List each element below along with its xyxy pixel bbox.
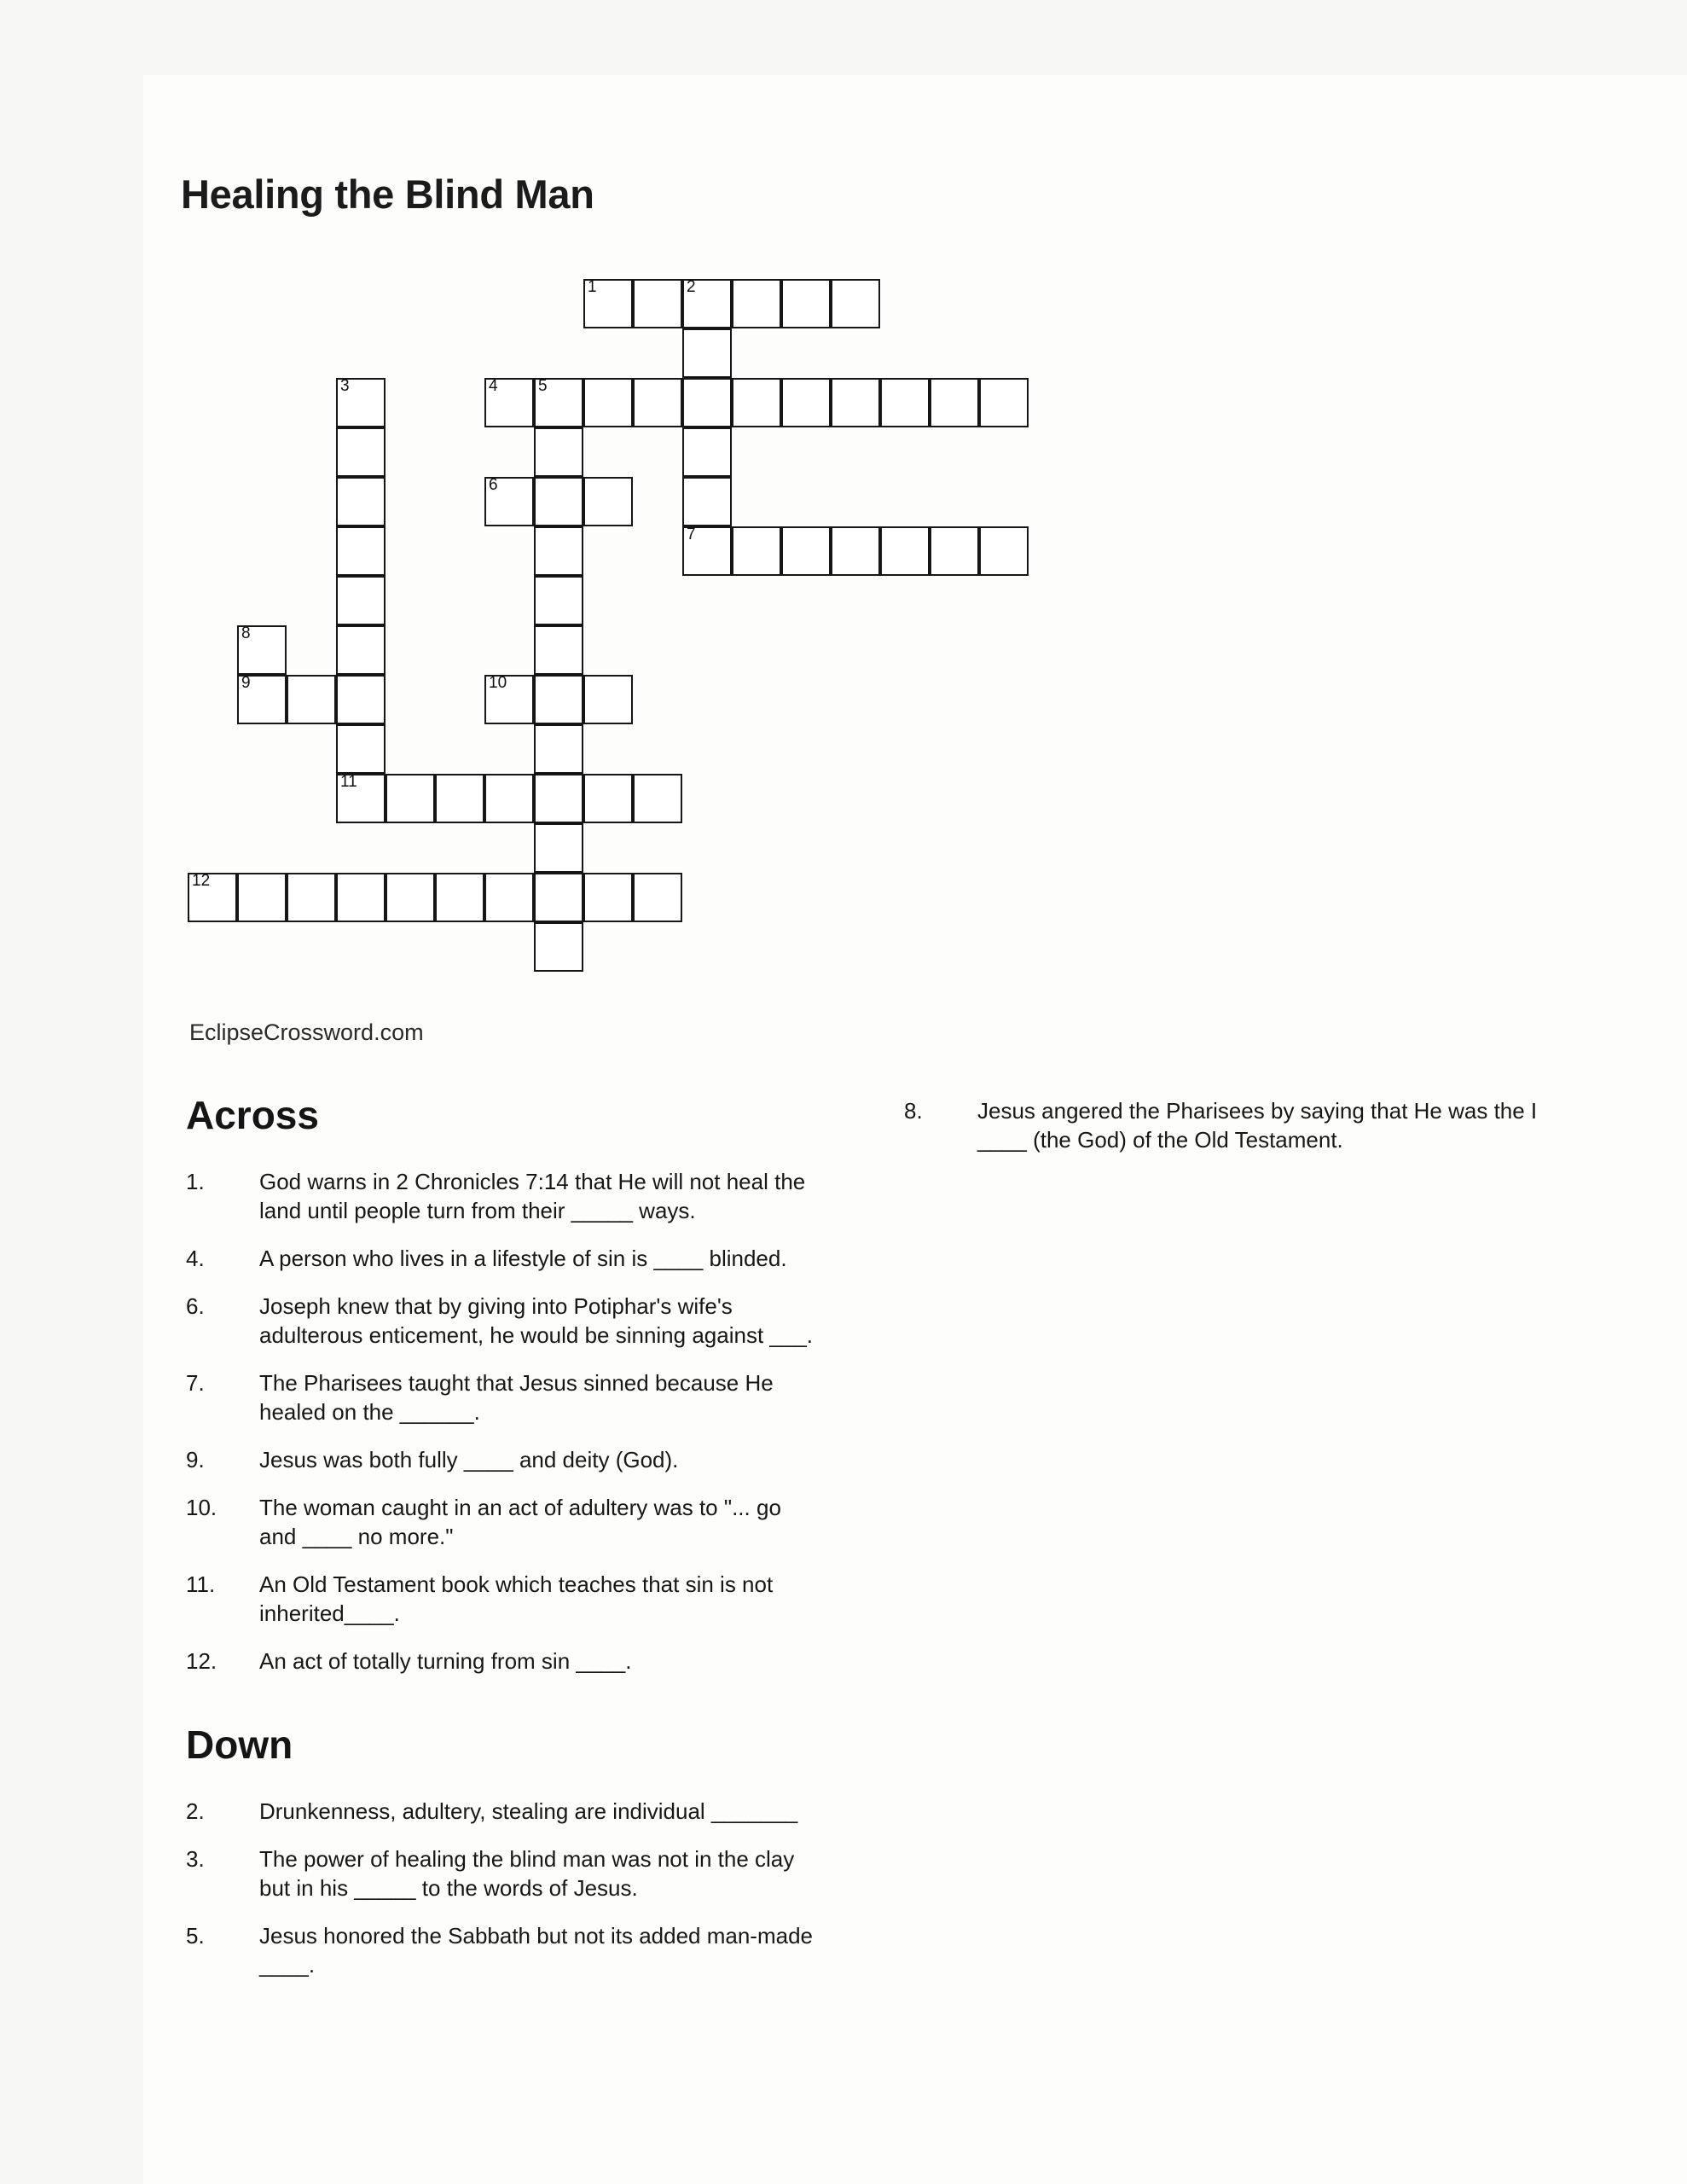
- crossword-cell[interactable]: [732, 279, 781, 328]
- crossword-cell-numbered[interactable]: [336, 378, 386, 427]
- crossword-cell[interactable]: [534, 774, 583, 823]
- across-heading: Across: [186, 1093, 319, 1137]
- clues-left-column: [186, 1092, 817, 1998]
- crossword-cell[interactable]: [682, 477, 732, 526]
- cell-number: 5: [538, 377, 548, 395]
- clue-text: Jesus was both fully ____ and deity (God).: [259, 1447, 679, 1472]
- clue-number: 11.: [186, 1571, 216, 1597]
- crossword-credit: EclipseCrossword.com: [189, 1019, 424, 1045]
- crossword-cell[interactable]: [336, 675, 386, 724]
- crossword-cell-numbered[interactable]: [534, 378, 583, 427]
- crossword-cell-numbered[interactable]: [237, 625, 287, 675]
- crossword-cell[interactable]: [534, 724, 583, 774]
- crossword-cell[interactable]: [583, 774, 633, 823]
- clue-number: 12.: [186, 1648, 217, 1674]
- across-clue: [186, 1445, 817, 1474]
- crossword-cell[interactable]: [336, 576, 386, 625]
- crossword-cell[interactable]: [583, 378, 633, 427]
- clue-number: 5.: [186, 1923, 205, 1949]
- crossword-cell[interactable]: [534, 922, 583, 972]
- crossword-cell[interactable]: [930, 378, 979, 427]
- down-clue: [186, 1797, 817, 1826]
- clue-text: An act of totally turning from sin ____.: [259, 1648, 632, 1674]
- crossword-cell-numbered[interactable]: [188, 873, 237, 922]
- clue-number: 4.: [186, 1246, 205, 1271]
- crossword-cell-numbered[interactable]: [682, 526, 732, 576]
- clue-text: The Pharisees taught that Jesus sinned because He healed on the ______.: [259, 1370, 774, 1425]
- clue-number: 8.: [904, 1098, 923, 1124]
- clue-number: 9.: [186, 1447, 205, 1472]
- crossword-cell[interactable]: [831, 279, 880, 328]
- crossword-cell[interactable]: [435, 774, 484, 823]
- crossword-cell[interactable]: [336, 724, 386, 774]
- crossword-cell[interactable]: [583, 675, 633, 724]
- clue-text: An Old Testament book which teaches that sin is not inherited____.: [259, 1571, 774, 1626]
- crossword-cell[interactable]: [336, 625, 386, 675]
- crossword-cell-numbered[interactable]: [484, 675, 534, 724]
- crossword-cell[interactable]: [583, 873, 633, 922]
- cell-number: 11: [340, 773, 357, 791]
- crossword-cell[interactable]: [979, 378, 1029, 427]
- crossword-cell[interactable]: [484, 774, 534, 823]
- crossword-cell[interactable]: [287, 873, 336, 922]
- cell-number: 12: [192, 872, 211, 890]
- crossword-cell[interactable]: [583, 477, 633, 526]
- crossword-cell[interactable]: [534, 477, 583, 526]
- crossword-cell[interactable]: [633, 774, 682, 823]
- crossword-cell[interactable]: [386, 873, 435, 922]
- down-clue-list: [186, 1797, 817, 1979]
- clue-text: God warns in 2 Chronicles 7:14 that He will not heal the land until people turn from their _____ ways.: [259, 1169, 806, 1223]
- crossword-cell[interactable]: [831, 378, 880, 427]
- crossword-cell[interactable]: [336, 873, 386, 922]
- crossword-cell[interactable]: [534, 526, 583, 576]
- across-clue: [186, 1493, 817, 1551]
- across-clue-list: [186, 1167, 817, 1676]
- crossword-cell[interactable]: [435, 873, 484, 922]
- crossword-cell[interactable]: [534, 675, 583, 724]
- across-clue: [186, 1570, 817, 1628]
- crossword-cell[interactable]: [534, 625, 583, 675]
- cell-number: 7: [687, 526, 696, 543]
- across-clue: [186, 1292, 817, 1350]
- clue-text: Drunkenness, adultery, stealing are individual _______: [259, 1798, 798, 1824]
- crossword-cell[interactable]: [781, 526, 831, 576]
- cell-number: 3: [340, 377, 350, 395]
- clue-number: 2.: [186, 1798, 205, 1824]
- across-clue: [186, 1647, 817, 1676]
- crossword-cell[interactable]: [336, 427, 386, 477]
- cell-number: 10: [489, 674, 507, 692]
- clue-text: Jesus honored the Sabbath but not its added man-made ____.: [259, 1923, 813, 1978]
- crossword-cell[interactable]: [534, 823, 583, 873]
- crossword-cell[interactable]: [336, 526, 386, 576]
- across-clue: [186, 1368, 817, 1426]
- crossword-cell[interactable]: [336, 477, 386, 526]
- continued-clue: [904, 1096, 1552, 1154]
- crossword-cell[interactable]: [386, 774, 435, 823]
- crossword-cell-numbered[interactable]: [237, 675, 287, 724]
- crossword-cell[interactable]: [633, 873, 682, 922]
- crossword-cell[interactable]: [682, 427, 732, 477]
- down-clue: [186, 1921, 817, 1979]
- crossword-cell[interactable]: [237, 873, 287, 922]
- crossword-cell[interactable]: [781, 378, 831, 427]
- down-clue: [186, 1844, 817, 1902]
- clue-text: The woman caught in an act of adultery was to "... go and ____ no more.": [259, 1495, 781, 1549]
- crossword-cell[interactable]: [534, 873, 583, 922]
- crossword-grid: [0, 0, 1109, 890]
- clue-text: A person who lives in a lifestyle of sin is ____ blinded.: [259, 1246, 787, 1271]
- clue-text: Jesus angered the Pharisees by saying that He was the I ____ (the God) of the Old Testament.: [977, 1098, 1538, 1153]
- crossword-cell[interactable]: [732, 378, 781, 427]
- cell-number: 1: [588, 278, 597, 296]
- crossword-cell[interactable]: [633, 378, 682, 427]
- crossword-cell-numbered[interactable]: [583, 279, 633, 328]
- crossword-cell[interactable]: [682, 378, 732, 427]
- crossword-cell[interactable]: [534, 576, 583, 625]
- cell-number: 6: [489, 476, 498, 494]
- crossword-cell[interactable]: [930, 526, 979, 576]
- cell-number: 4: [489, 377, 498, 395]
- crossword-cell-numbered[interactable]: [484, 378, 534, 427]
- crossword-cell-numbered[interactable]: [484, 477, 534, 526]
- crossword-cell[interactable]: [979, 526, 1029, 576]
- crossword-cell[interactable]: [781, 279, 831, 328]
- crossword-cell[interactable]: [633, 279, 682, 328]
- cell-number: 9: [241, 674, 251, 692]
- across-clue: [186, 1167, 817, 1225]
- cell-number: 8: [241, 624, 251, 642]
- page-title: Healing the Blind Man: [181, 171, 594, 217]
- crossword-cell[interactable]: [880, 526, 930, 576]
- crossword-cell[interactable]: [732, 526, 781, 576]
- clue-number: 1.: [186, 1169, 205, 1194]
- crossword-cell[interactable]: [880, 378, 930, 427]
- crossword-cell[interactable]: [534, 427, 583, 477]
- clue-number: 10.: [186, 1495, 217, 1520]
- crossword-cell[interactable]: [831, 526, 880, 576]
- crossword-cell-numbered[interactable]: [682, 279, 732, 328]
- clue-number: 7.: [186, 1370, 205, 1396]
- cell-number: 2: [687, 278, 696, 296]
- crossword-cell[interactable]: [682, 328, 732, 378]
- clue-number: 3.: [186, 1846, 205, 1872]
- crossword-cell[interactable]: [287, 675, 336, 724]
- clue-number: 6.: [186, 1293, 205, 1319]
- down-heading: Down: [186, 1722, 293, 1767]
- clue-text: Joseph knew that by giving into Potiphar's wife's adulterous enticement, he would be sinning against ___.: [259, 1293, 813, 1348]
- across-clue: [186, 1244, 817, 1273]
- crossword-cell[interactable]: [484, 873, 534, 922]
- clues-right-column: [904, 1096, 1552, 1173]
- crossword-cell-numbered[interactable]: [336, 774, 386, 823]
- clue-text: The power of healing the blind man was not in the clay but in his _____ to the words of Jesus.: [259, 1846, 795, 1901]
- continued-clue-list: [904, 1096, 1552, 1154]
